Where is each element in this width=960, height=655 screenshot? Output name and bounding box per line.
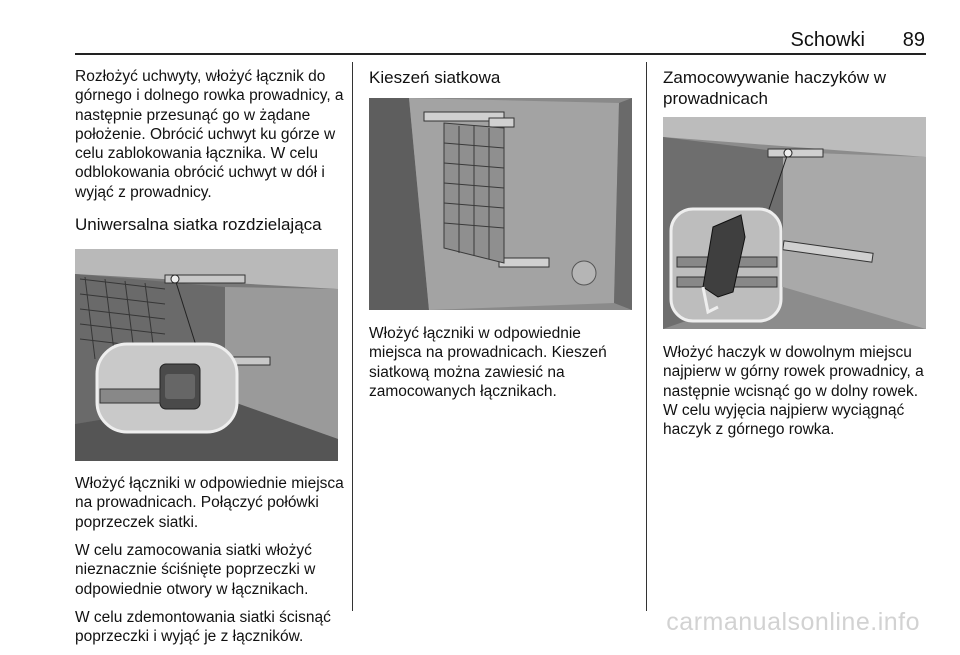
divider-net-paragraph-1: Włożyć łączniki w odpowiednie miejsca na prowadnicach. Połączyć połówki poprzeczek siatki.: [75, 475, 344, 531]
column-2: [369, 67, 635, 410]
hooks-illustration: [663, 117, 926, 329]
column-3: [663, 67, 928, 448]
intro-paragraph: Rozłożyć uchwyty, włożyć łącznik do górnego i dolnego rowka prowadnicy, a następnie przesunąć go w żądane położenie. Obrócić uchwyt ku górze w celu zablokowania łącznika. W celu odblokowania obrócić uchwyt w dół i wyjąć z prowadnicy.: [75, 68, 344, 201]
section-heading-divider-net: Uniwersalna siatka rozdzielająca: [75, 215, 322, 235]
header-divider: [75, 53, 926, 55]
divider-net-paragraph-2: W celu zamocowania siatki włożyć nieznacznie ściśnięte poprzeczki w odpowiednie otwory w łącznikach.: [75, 541, 316, 598]
net-pocket-illustration: [369, 98, 632, 310]
column-divider-2: [646, 62, 647, 611]
section-heading-hooks: Zamocowywanie haczyków w prowadnicach: [663, 68, 886, 108]
page-number: 89: [902, 29, 925, 51]
column-divider-1: [352, 62, 353, 611]
net-pocket-paragraph: Włożyć łączniki w odpowiednie miejsca na prowadnicach. Kieszeń siatkową można zawiesić na zamocowanych łącznikach.: [369, 325, 607, 400]
running-header-title: Schowki: [790, 29, 865, 51]
watermark: carmanualsonline.info: [666, 608, 920, 636]
divider-net-paragraph-3: W celu zdemontowania siatki ścisnąć poprzeczki i wyjąć je z łączników.: [75, 608, 331, 646]
section-heading-net-pocket: Kieszeń siatkowa: [369, 68, 501, 87]
hooks-paragraph: Włożyć haczyk w dowolnym miejscu najpierw w górny rowek prowadnicy, a następnie wcisnąć go w dolny rowek. W celu wyjęcia najpierw wyciągnąć haczyk z górnego rowka.: [663, 344, 924, 439]
column-1: [75, 67, 345, 655]
divider-net-illustration: [75, 249, 338, 461]
